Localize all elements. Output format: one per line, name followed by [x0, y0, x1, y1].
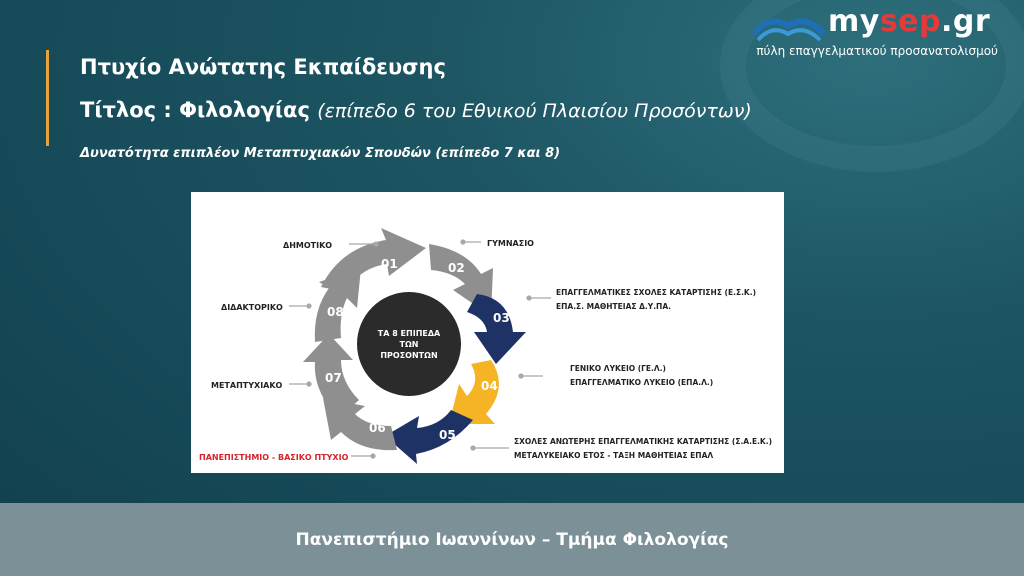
step-label-04b: ΕΠΑΓΓΕΛΜΑΤΙΚΟ ΛΥΚΕΙΟ (ΕΠΑ.Λ.) — [570, 378, 714, 387]
step-num-07: 07 — [325, 371, 342, 385]
step-label-03a: ΕΠΑΓΓΕΛΜΑΤΙΚΕΣ ΣΧΟΛΕΣ ΚΑΤΑΡΤΙΣΗΣ (Ε.Σ.Κ.) — [556, 288, 757, 297]
footer-bar — [0, 503, 1024, 576]
step-label-04a: ΓΕΝΙΚΟ ΛΥΚΕΙΟ (ΓΕ.Λ.) — [570, 364, 666, 373]
step-num-02: 02 — [448, 261, 465, 275]
step-label-05a: ΣΧΟΛΕΣ ΑΝΩΤΕΡΗΣ ΕΠΑΓΓΕΛΜΑΤΙΚΗΣ ΚΑΤΑΡΤΙΣΗΣ (Σ.Α.Ε.Κ.) — [514, 437, 773, 446]
logo-brand-my: my — [828, 4, 880, 39]
step-arrow-03 — [467, 294, 526, 364]
accent-line — [46, 50, 49, 146]
postgrad-note: Δυνατότητα επιπλέον Μεταπτυχιακών Σπουδών (επίπεδο 7 και 8) — [80, 146, 561, 161]
qualifications-diagram — [191, 192, 784, 473]
center-line-1: ΤΑ 8 ΕΠΙΠΕΔΑ — [377, 329, 441, 338]
step-arrow-05 — [385, 410, 473, 464]
center-line-2: ΤΩΝ — [399, 340, 419, 349]
step-num-08: 08 — [327, 305, 344, 319]
step-label-06: ΠΑΝΕΠΙΣΤΗΜΙΟ - ΒΑΣΙΚΟ ΠΤΥΧΙΟ — [199, 453, 349, 462]
book-icon — [752, 8, 826, 44]
logo-brand-tld: .gr — [941, 4, 991, 39]
step-label-01: ΔΗΜΟΤΙΚΟ — [283, 241, 333, 250]
step-num-03: 03 — [493, 311, 510, 325]
degree-name — [80, 98, 752, 122]
logo-tagline: πύλη επαγγελματικού προσανατολισμού — [756, 44, 998, 58]
mysep-logo[interactable] — [748, 4, 1008, 62]
step-num-06: 06 — [369, 421, 386, 435]
center-circle — [357, 292, 461, 396]
step-label-03b: ΕΠΑ.Σ. ΜΑΘΗΤΕΙΑΣ Δ.Υ.ΠΑ. — [556, 302, 671, 311]
step-label-05b: ΜΕΤΑΛΥΚΕΙΑΚΟ ΕΤΟΣ - ΤΑΞΗ ΜΑΘΗΤΕΙΑΣ ΕΠΑΛ — [514, 451, 714, 460]
degree-level: (επίπεδο 6 του Εθνικού Πλαισίου Προσόντων) — [317, 100, 752, 122]
step-num-05: 05 — [439, 428, 456, 442]
degree-name-bold: Τίτλος : Φιλολογίας — [80, 98, 310, 122]
step-label-02: ΓΥΜΝΑΣΙΟ — [487, 239, 534, 248]
footer-text: Πανεπιστήμιο Ιωαννίνων – Τμήμα Φιλολογίας — [295, 529, 729, 550]
logo-brand-sep: sep — [879, 4, 942, 39]
step-label-07: ΜΕΤΑΠΤΥΧΙΑΚΟ — [211, 381, 283, 390]
center-line-3: ΠΡΟΣΟΝΤΩΝ — [380, 351, 438, 360]
degree-title: Πτυχίο Ανώτατης Εκπαίδευσης — [80, 55, 446, 79]
step-arrow-07 — [303, 334, 359, 418]
step-num-01: 01 — [381, 257, 398, 271]
logo-brand — [828, 4, 990, 39]
step-num-04: 04 — [481, 379, 498, 393]
step-label-08: ΔΙΔΑΚΤΟΡΙΚΟ — [221, 303, 283, 312]
step-arrow-08 — [315, 268, 361, 342]
